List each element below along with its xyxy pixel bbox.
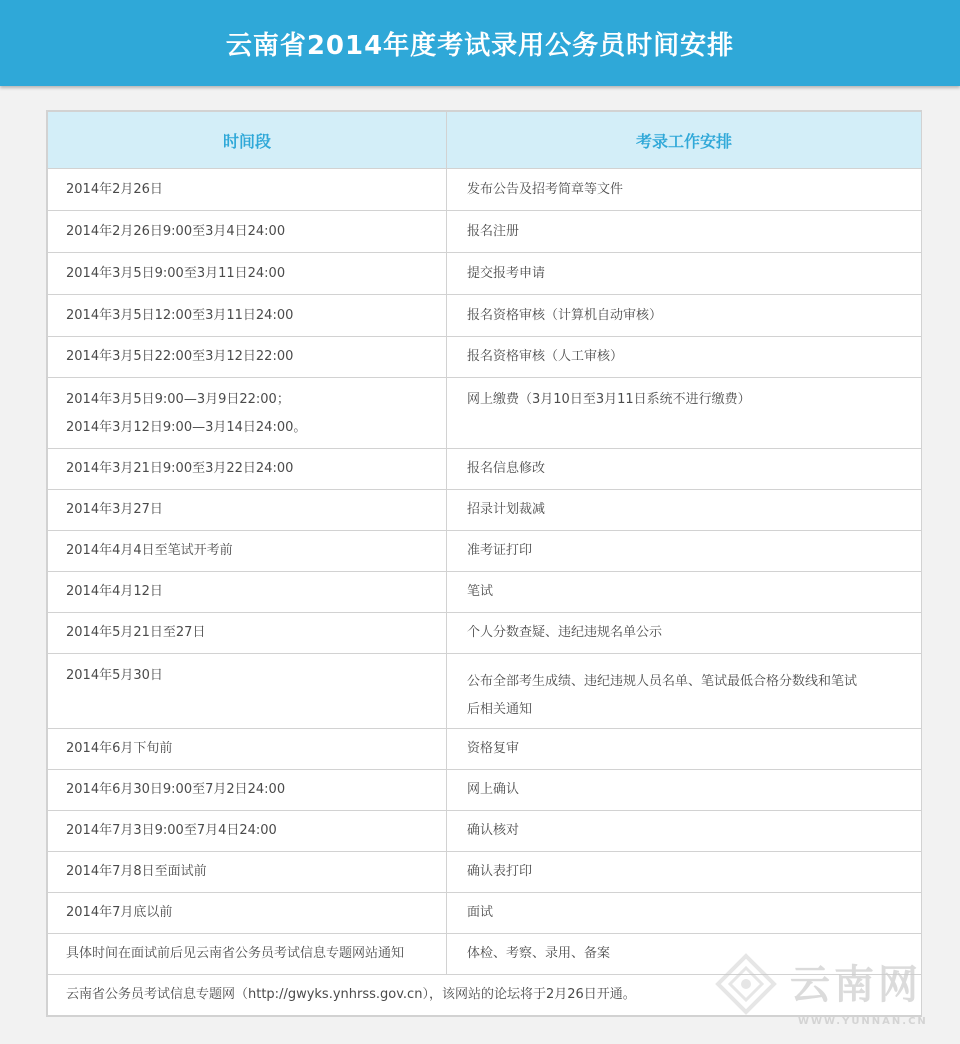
- table-row: [48, 811, 922, 852]
- task-cell: 报名信息修改: [447, 449, 922, 490]
- task-cell: 发布公告及招考简章等文件: [447, 169, 922, 211]
- task-cell: 网上确认: [447, 770, 922, 811]
- period-cell: 2014年4月4日至笔试开考前: [48, 531, 447, 572]
- period-cell: 2014年3月21日9:00至3月22日24:00: [48, 449, 447, 490]
- task-cell: 招录计划裁减: [447, 490, 922, 531]
- period-cell: 2014年2月26日: [48, 169, 447, 211]
- table-row: [48, 253, 922, 295]
- period-cell: 2014年5月21日至27日: [48, 613, 447, 654]
- schedule-sheet: [46, 110, 922, 1017]
- table-row: [48, 169, 922, 211]
- task-cell: [447, 654, 922, 729]
- period-cell: 具体时间在面试前后见云南省公务员考试信息专题网站通知: [48, 934, 447, 975]
- table-row: [48, 449, 922, 490]
- task-cell: 面试: [447, 893, 922, 934]
- period-cell: 2014年6月下旬前: [48, 729, 447, 770]
- task-cell: 提交报考申请: [447, 253, 922, 295]
- period-line: 2014年3月12日9:00—3月14日24:00。: [66, 420, 307, 435]
- period-cell: 2014年7月3日9:00至7月4日24:00: [48, 811, 447, 852]
- table-row: [48, 490, 922, 531]
- task-cell: 个人分数查疑、违纪违规名单公示: [447, 613, 922, 654]
- footnote-row: [48, 975, 922, 1016]
- table-row: [48, 729, 922, 770]
- footnote: 云南省公务员考试信息专题网（http://gwyks.ynhrss.gov.cn），该网站的论坛将于2月26日开通。: [48, 975, 922, 1016]
- table-row: [48, 337, 922, 378]
- task-cell: 报名资格审核（计算机自动审核）: [447, 295, 922, 337]
- task-cell: 体检、考察、录用、备案: [447, 934, 922, 975]
- period-cell: 2014年3月5日12:00至3月11日24:00: [48, 295, 447, 337]
- table-row: [48, 852, 922, 893]
- title-banner: [0, 0, 960, 86]
- period-cell: 2014年5月30日: [48, 654, 447, 729]
- task-line: 公布全部考生成绩、违纪违规人员名单、笔试最低合格分数线和笔试: [467, 674, 858, 689]
- task-cell: 资格复审: [447, 729, 922, 770]
- period-cell: 2014年7月底以前: [48, 893, 447, 934]
- table-row: [48, 613, 922, 654]
- column-header-task: 考录工作安排: [447, 112, 922, 169]
- schedule-table: [47, 111, 922, 1016]
- period-cell: 2014年3月5日22:00至3月12日22:00: [48, 337, 447, 378]
- watermark-brand: 云南网: [790, 961, 922, 1008]
- period-cell: 2014年2月26日9:00至3月4日24:00: [48, 211, 447, 253]
- period-cell: 2014年3月5日9:00至3月11日24:00: [48, 253, 447, 295]
- period-cell: [48, 378, 447, 449]
- table-row: [48, 654, 922, 729]
- task-cell: 笔试: [447, 572, 922, 613]
- period-line: 2014年3月5日9:00—3月9日22:00；: [66, 392, 290, 407]
- task-cell: 准考证打印: [447, 531, 922, 572]
- period-cell: 2014年6月30日9:00至7月2日24:00: [48, 770, 447, 811]
- table-row: [48, 211, 922, 253]
- page-title: 云南省2014年度考试录用公务员时间安排: [225, 30, 735, 61]
- table-row: [48, 893, 922, 934]
- column-header-period: 时间段: [48, 112, 447, 169]
- period-cell: 2014年4月12日: [48, 572, 447, 613]
- table-row: [48, 770, 922, 811]
- table-row: [48, 295, 922, 337]
- table-row: [48, 572, 922, 613]
- period-cell: 2014年7月8日至面试前: [48, 852, 447, 893]
- task-cell: 确认表打印: [447, 852, 922, 893]
- table-row: [48, 531, 922, 572]
- task-cell: 报名资格审核（人工审核）: [447, 337, 922, 378]
- table-header-row: [48, 112, 922, 169]
- task-line: 后相关通知: [467, 702, 533, 717]
- task-cell: 网上缴费（3月10日至3月11日系统不进行缴费）: [447, 378, 922, 449]
- table-row: [48, 934, 922, 975]
- task-cell: 报名注册: [447, 211, 922, 253]
- table-row: [48, 378, 922, 449]
- period-cell: 2014年3月27日: [48, 490, 447, 531]
- task-cell: 确认核对: [447, 811, 922, 852]
- watermark-domain: WWW.YUNNAN.CN: [798, 1016, 928, 1027]
